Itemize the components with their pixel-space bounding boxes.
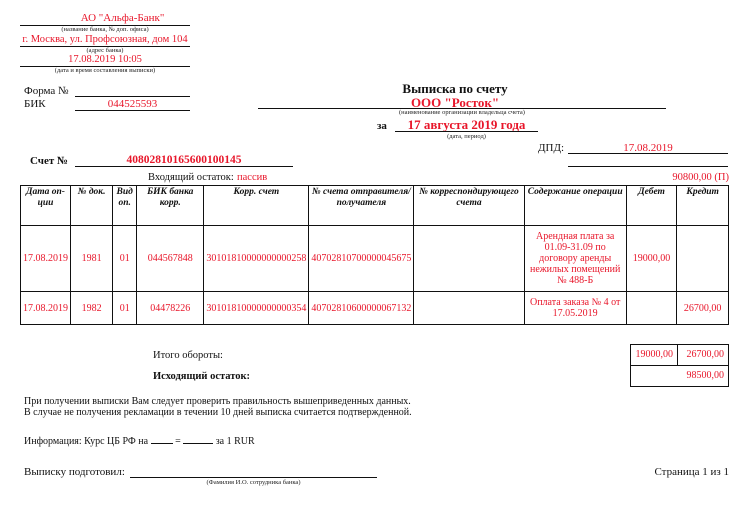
bank-address-caption: (адрес банка) <box>86 47 124 54</box>
cell-doc: 1982 <box>71 292 113 325</box>
page-number: Страница 1 из 1 <box>654 466 729 478</box>
note-line-2: В случае не получения рекламации в течении 10 дней выписка считается подтвержденной. <box>24 407 412 418</box>
cell-bik: 044567848 <box>137 226 204 292</box>
col-header: БИК банка корр. <box>137 186 204 226</box>
account-number: 40802810165600100145 <box>126 154 242 166</box>
closing-balance: 98500,00 <box>630 365 729 387</box>
owner-caption: (наименование организации владельца счета) <box>399 109 525 116</box>
cell-corr-account: 30101810000000000258 <box>204 226 309 292</box>
cell-corr-account: 30101810000000000354 <box>204 292 309 325</box>
col-header: Кредит <box>677 186 729 226</box>
rate-value-blank <box>183 435 213 444</box>
note-line-1: При получении выписки Вам следует проверить правильность вышеприведенных данных. <box>24 396 411 407</box>
cell-debit <box>626 292 677 325</box>
rate-equals: = <box>175 436 181 447</box>
statement-heading: Выписка по счету <box>402 81 508 96</box>
col-header: Дебет <box>626 186 677 226</box>
col-header: Дата оп-ции <box>21 186 71 226</box>
rate-suffix: за 1 RUR <box>215 436 255 447</box>
table-header-row <box>21 186 729 226</box>
statement-table <box>20 185 729 325</box>
bik-value: 044525593 <box>107 98 158 110</box>
cell-doc: 1981 <box>71 226 113 292</box>
statement-period: 17 августа 2019 года <box>407 117 526 132</box>
za-label: за <box>377 120 387 132</box>
bank-address: г. Москва, ул. Профсоюзная, дом 104 <box>22 34 188 45</box>
cell-counterparty-account: 40702810600000067132 <box>309 292 414 325</box>
form-label: Форма № <box>24 85 69 97</box>
turnover-credit: 26700,00 <box>677 344 729 366</box>
account-label: Счет № <box>30 155 69 167</box>
dpd-label: ДПД: <box>538 142 565 154</box>
bank-name: АО "Альфа-Банк" <box>80 12 165 24</box>
account-line <box>75 166 293 167</box>
signature-line <box>130 477 377 478</box>
cell-op-type: 01 <box>113 226 137 292</box>
cell-op-type: 01 <box>113 292 137 325</box>
prepared-label: Выписку подготовил: <box>24 466 125 478</box>
dpd-value: 17.08.2019 <box>623 142 673 154</box>
opening-type: пассив <box>237 172 268 183</box>
cell-date: 17.08.2019 <box>21 292 71 325</box>
form-line <box>75 96 190 97</box>
cell-description: Оплата заказа № 4 от 17.05.2019 <box>524 292 626 325</box>
cell-date: 17.08.2019 <box>21 226 71 292</box>
col-header: № корреспондирующего счета <box>414 186 524 226</box>
datetime-caption: (дата и время составления выписки) <box>54 67 156 74</box>
col-header: № док. <box>71 186 113 226</box>
account-owner: ООО "Росток" <box>410 95 500 110</box>
cell-debit: 19000,00 <box>626 226 677 292</box>
cell-description: Арендная плата за 01.09-31.09 по договору аренды нежилых помещений № 488-Б <box>524 226 626 292</box>
table-row <box>21 226 729 292</box>
cell-corresponding-account <box>414 292 524 325</box>
cell-corresponding-account <box>414 226 524 292</box>
table-row <box>21 292 729 325</box>
dpd-line <box>568 153 728 154</box>
statement-datetime: 17.08.2019 10:05 <box>68 54 142 65</box>
turnover-label: Итого обороты: <box>153 350 223 361</box>
rate-prefix: Информация: Курс ЦБ РФ на <box>24 436 149 447</box>
col-header: № счета отправителя/ получателя <box>309 186 414 226</box>
bik-line <box>75 110 190 111</box>
opening-amount: 90800,00 (П) <box>672 172 729 183</box>
dpd-line-2 <box>568 166 728 167</box>
opening-label: Входящий остаток: <box>148 172 234 183</box>
cell-credit <box>677 226 729 292</box>
rate-date-blank <box>151 435 173 444</box>
col-header: Содержание операции <box>524 186 626 226</box>
rate-info <box>24 435 255 447</box>
cell-credit: 26700,00 <box>677 292 729 325</box>
col-header: Корр. счет <box>204 186 309 226</box>
period-caption: (дата, период) <box>447 133 486 140</box>
period-line <box>395 131 538 132</box>
cell-counterparty-account: 40702810700000045675 <box>309 226 414 292</box>
bank-name-caption: (название банка, № доп. офиса) <box>61 26 149 33</box>
bik-label: БИК <box>24 98 46 110</box>
prepared-caption: (Фамилия И.О. сотрудника банка) <box>206 479 301 486</box>
cell-bik: 04478226 <box>137 292 204 325</box>
col-header: Вид оп. <box>113 186 137 226</box>
closing-label: Исходящий остаток: <box>153 371 251 382</box>
turnover-debit: 19000,00 <box>630 344 678 366</box>
